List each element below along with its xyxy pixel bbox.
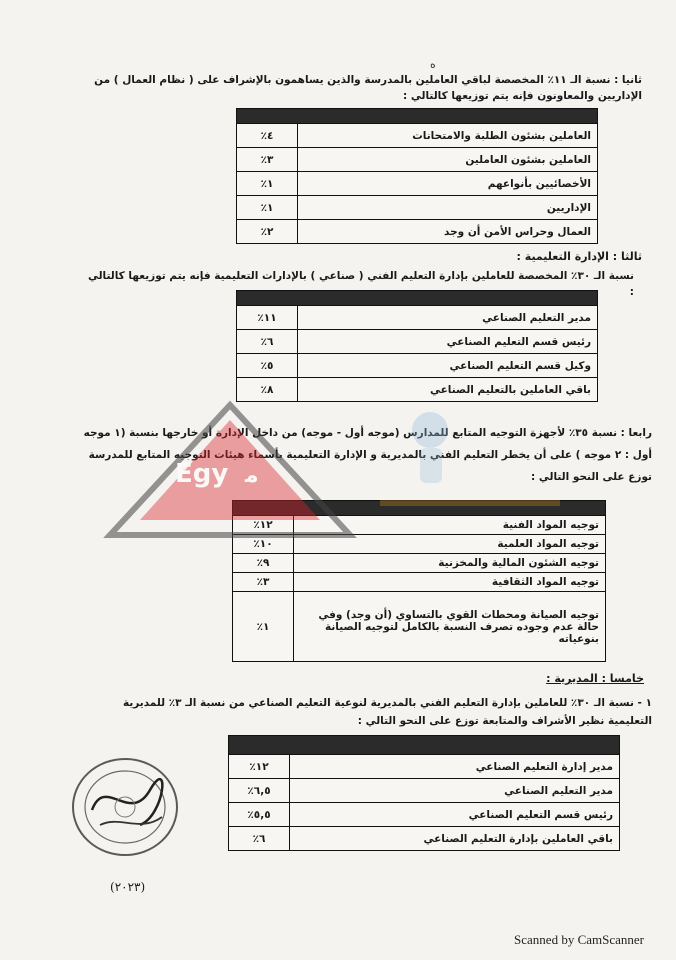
row-label: العاملين بشئون الطلبة والامتحانات [298, 124, 598, 148]
row-percentage: ١٪ [237, 196, 298, 220]
row-label: مدير التعليم الصناعي [290, 779, 620, 803]
table-header [229, 736, 620, 755]
table-row [237, 306, 598, 330]
row-percentage: ٣٪ [233, 573, 294, 592]
row-percentage: ٥,٥٪ [229, 803, 290, 827]
row-label: توجيه المواد العلمية [294, 535, 606, 554]
table-header [237, 109, 598, 124]
table-row [237, 378, 598, 402]
row-label: وكيل قسم التعليم الصناعي [298, 354, 598, 378]
table-header [237, 291, 598, 306]
row-percentage: ٩٪ [233, 554, 294, 573]
row-label: توجيه الصيانة ومحطات القوي بالتساوي (أن وجد) وفي حالة عدم وجوده تصرف النسبة بالكامل لتوجيه الصيانة بنوعياته [294, 592, 606, 662]
section2-table [236, 108, 598, 244]
table-row [237, 354, 598, 378]
row-label: توجيه الشئون المالية والمخزنية [294, 554, 606, 573]
row-label: العمال وحراس الأمن أن وجد [298, 220, 598, 244]
section5-text: ١ - نسبة الـ ٣٠٪ للعاملين بإدارة التعليم الفني بالمديرية لنوعية التعليم الصناعي من نسبة الـ ٣٪ للمديرية التعليمية نظير الأشراف والمتابعة توزع على النحو التالي : [122, 697, 652, 727]
row-percentage: ٦٪ [229, 827, 290, 851]
signature-date: (٢٠٢٣) [110, 880, 146, 894]
official-stamp [70, 755, 180, 860]
watermark-logo [100, 400, 570, 550]
table-row [237, 220, 598, 244]
row-label: مدير التعليم الصناعي [298, 306, 598, 330]
row-label: الإداريين [298, 196, 598, 220]
table-row [237, 172, 598, 196]
table-row [229, 803, 620, 827]
row-label: مدير إدارة التعليم الصناعي [290, 755, 620, 779]
section2-text: ثانيا : نسبة الـ ١١٪ المخصصة لباقي العاملين بالمدرسة والذين يساهمون بالإشراف على ( نظام العمال ) من الإداريين والمعاونون فإنه يتم توزيعها كالتالي : [94, 74, 642, 102]
row-percentage: ٨٪ [237, 378, 298, 402]
row-label: باقي العاملين بإدارة التعليم الصناعي [290, 827, 620, 851]
row-percentage: ١٢٪ [233, 516, 294, 535]
section5-heading: خامسا : المديرية : [546, 672, 644, 685]
table-row [229, 755, 620, 779]
row-label: توجيه المواد الفنية [294, 516, 606, 535]
table-row [229, 779, 620, 803]
watermark-figure-icon [412, 412, 448, 448]
table-row [237, 148, 598, 172]
row-label: توجيه المواد الثقافية [294, 573, 606, 592]
row-percentage: ١٪ [233, 592, 294, 662]
scan-mark: ﻩ [430, 58, 436, 71]
table-row [237, 196, 598, 220]
table-row [233, 592, 606, 662]
section4-text: رابعا : نسبة ٣٥٪ لأجهزة التوجيه المتابع للمدارس (موجه أول - موجه) من داخل الإدارة أو خارجها بنسبة (١ موجه أول : ٢ موجه ) على أن يخطر التعليم الفني بالمديرية و الإدارة التعليمية بأسماء هيئات التوجيه المتابع للمدرسة توزع على النحو التالي : [83, 427, 652, 483]
svg-text:ﻣ: ﻣ [245, 463, 259, 488]
scanner-footer: Scanned by CamScanner [514, 932, 644, 947]
section3-text: نسبة الـ ٣٠٪ المخصصة للعاملين بإدارة التعليم الفني ( صناعي ) بالإدارات التعليمية فإنه يتم توزيعها كالتالي : [87, 270, 634, 298]
row-percentage: ١١٪ [237, 306, 298, 330]
row-label: رئيس قسم التعليم الصناعي [290, 803, 620, 827]
row-percentage: ٦,٥٪ [229, 779, 290, 803]
row-percentage: ٤٪ [237, 124, 298, 148]
table-row [237, 124, 598, 148]
row-percentage: ٣٪ [237, 148, 298, 172]
table-row [233, 573, 606, 592]
table-row [237, 330, 598, 354]
section3-table [236, 290, 598, 402]
watermark-latin: Egy [175, 459, 229, 489]
row-label: الأخصائيين بأنواعهم [298, 172, 598, 196]
section3-heading: ثالثا : الإدارة التعليمية : [516, 250, 642, 263]
row-label: العاملين بشئون العاملين [298, 148, 598, 172]
row-label: رئيس قسم التعليم الصناعي [298, 330, 598, 354]
section5-table [228, 735, 620, 851]
row-percentage: ٢٪ [237, 220, 298, 244]
row-percentage: ١٢٪ [229, 755, 290, 779]
row-percentage: ١٠٪ [233, 535, 294, 554]
table-row [229, 827, 620, 851]
table-row [233, 554, 606, 573]
row-label: باقي العاملين بالتعليم الصناعي [298, 378, 598, 402]
row-percentage: ٥٪ [237, 354, 298, 378]
row-percentage: ٦٪ [237, 330, 298, 354]
row-percentage: ١٪ [237, 172, 298, 196]
